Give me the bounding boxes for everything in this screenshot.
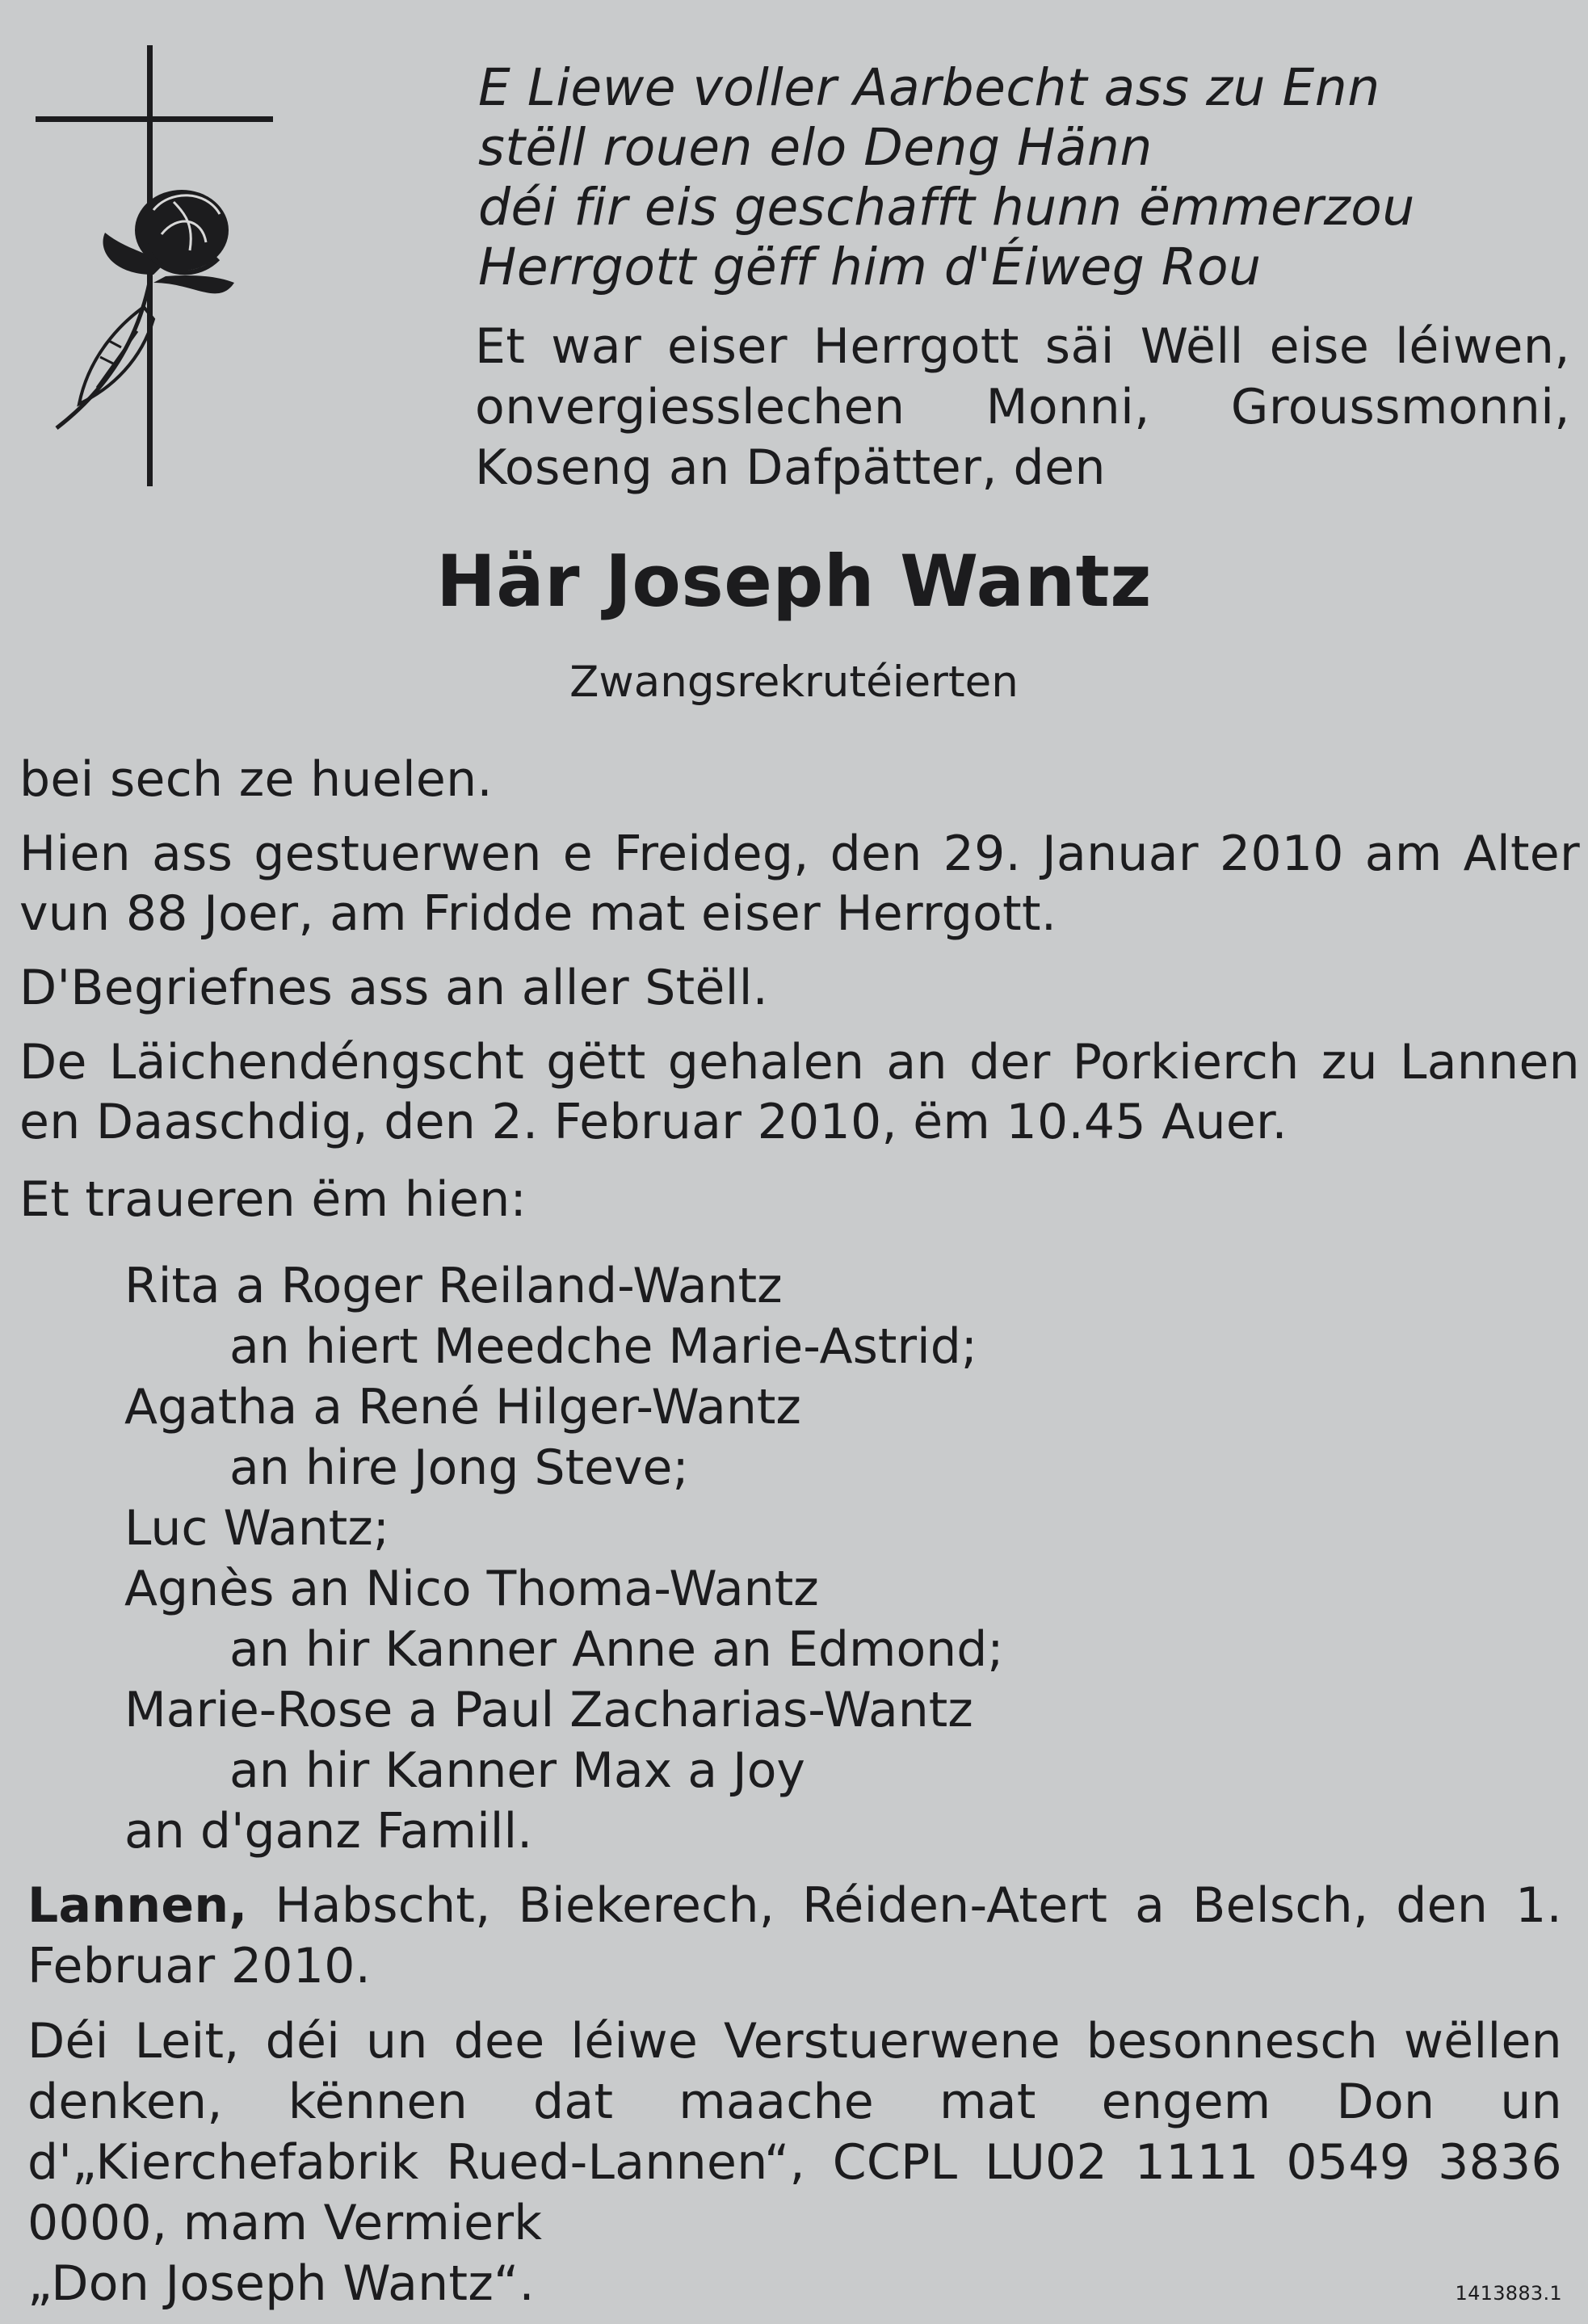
- poem-line: stëll rouen elo Deng Hänn: [478, 118, 1153, 177]
- mourners-intro: Et traueren ëm hien:: [19, 1171, 527, 1228]
- mass-paragraph: De Läichendéngscht gëtt gehalen an der Porkierch zu Lannen en Daaschdig, den 2. Februar 2010, ëm 10.45 Auer.: [19, 1034, 1580, 1150]
- place-bold: Lannen,: [27, 1877, 248, 1934]
- mourner-line: an hir Kanner Anne an Edmond;: [229, 1621, 1004, 1678]
- notice-footer: [27, 1876, 1562, 2324]
- mourner-line: an hiert Meedche Marie-Astrid;: [229, 1318, 978, 1375]
- poem-line: E Liewe voller Aarbecht ass zu Enn: [478, 58, 1380, 117]
- mourner-line: an hir Kanner Max a Joy: [229, 1742, 805, 1799]
- deceased-subtitle: Zwangsrekrutéierten: [569, 658, 1019, 707]
- mourner-line: an hire Jong Steve;: [229, 1439, 689, 1496]
- taken-line: bei sech ze huelen.: [19, 751, 493, 808]
- donation-reference: „Don Joseph Wantz“.: [27, 2255, 535, 2312]
- ad-reference-number: 1413883.1: [1455, 2282, 1562, 2305]
- memorial-poem: [478, 58, 1544, 297]
- deceased-name: Här Joseph Wantz: [436, 540, 1152, 623]
- mourner-line: Agatha a René Hilger-Wantz: [124, 1379, 801, 1435]
- mourner-line: an d'ganz Famill.: [124, 1803, 533, 1860]
- mourners-list: [124, 1256, 1004, 1862]
- place-date-line: [27, 1876, 1562, 1997]
- cross-with-rose-icon: [32, 40, 283, 493]
- intro-paragraph: Et war eiser Herrgott säi Wëll eise léiwen, onvergiesslechen Monni, Groussmonni, Koseng an Dafpätter, den: [475, 318, 1570, 496]
- burial-paragraph: D'Begriefnes ass an aller Stëll.: [19, 960, 769, 1016]
- donation-paragraph: Déi Leit, déi un dee léiwe Verstuerwene besonnesch wëllen denken, kënnen dat maache mat engem Don un d'„Kierchefabrik Rued-Lannen“, CCPL LU02 1111 0549 3836 0000, mam Vermierk: [27, 2013, 1562, 2251]
- place-rest: Habscht, Biekerech, Réiden-Atert a Belsch, den 1. Februar 2010.: [27, 1877, 1562, 1994]
- mourner-line: Agnès an Nico Thoma-Wantz: [124, 1561, 819, 1617]
- notice-body: [19, 750, 1580, 1229]
- death-paragraph: Hien ass gestuerwen e Freideg, den 29. Januar 2010 am Alter vun 88 Joer, am Fridde mat eiser Herrgott.: [19, 826, 1580, 942]
- mourner-line: Rita a Roger Reiland-Wantz: [124, 1258, 783, 1314]
- poem-line: Herrgott gëff him d'Éiweg Rou: [478, 237, 1262, 296]
- poem-line: déi fir eis geschafft hunn ëmmerzou: [478, 178, 1415, 237]
- donation-last-line: [27, 2254, 1562, 2324]
- mourner-line: Luc Wantz;: [124, 1500, 389, 1557]
- mourner-line: Marie-Rose a Paul Zacharias-Wantz: [124, 1682, 973, 1738]
